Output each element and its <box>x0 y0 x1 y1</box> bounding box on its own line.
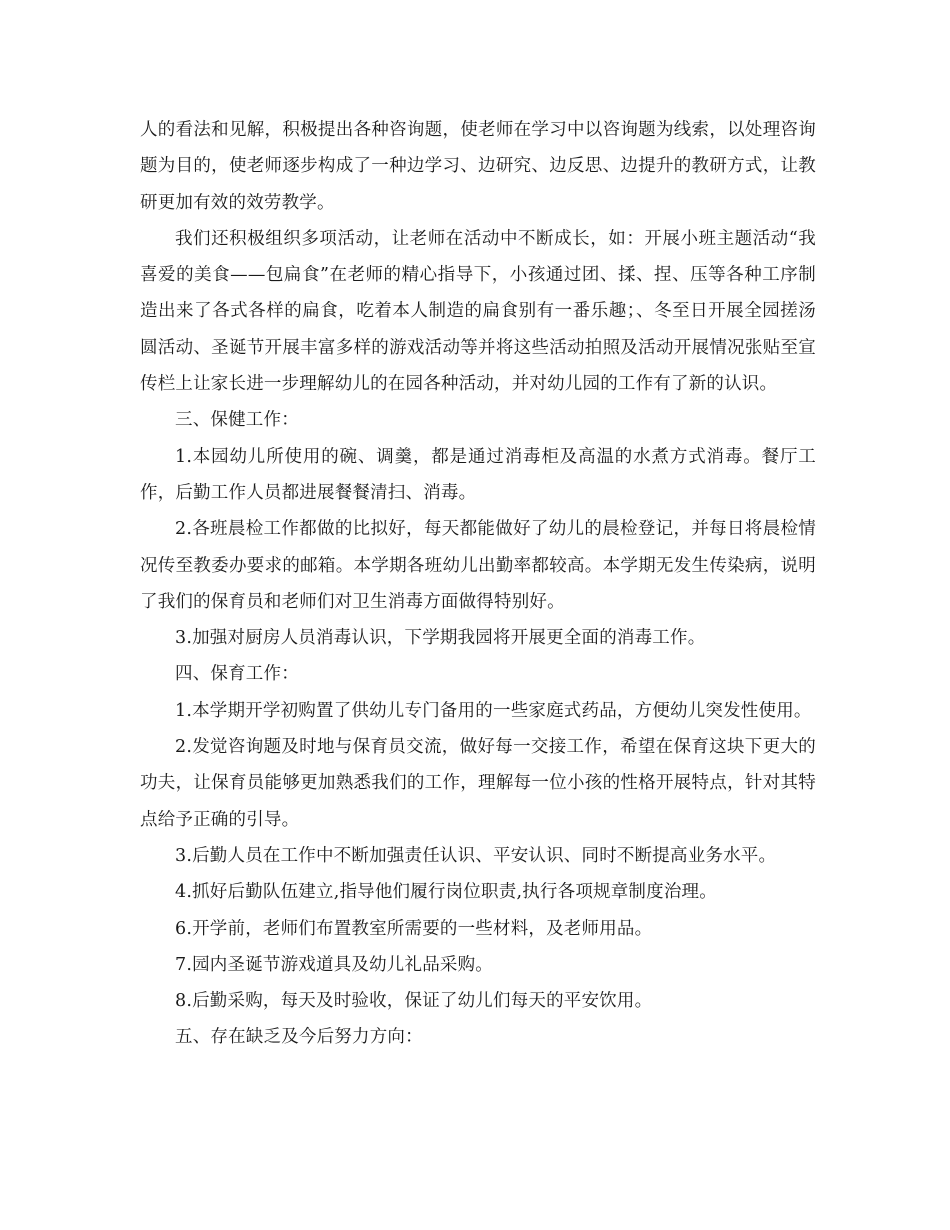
list-item-care-1: 1.本学期开学初购置了供幼儿专门备用的一些家庭式药品，方便幼儿突发性使用。 <box>175 700 812 721</box>
paragraph-activities: 我们还积极组织多项活动，让老师在活动中不断成长，如：开展小班主题活动“我喜爱的美食——包扁食”在老师的精心指导下，小孩通过团、揉、捏、压等各种工序制造出来了各式各样的扁食，吃着本人制造的扁食别有一番乐趣；、冬至日开展全园搓汤圆活动、圣诞节开展丰富多样的游戏活动等并将这些活动拍照及活动开展情况张贴至宣传栏上让家长进一步理解幼儿的在园各种活动，并对幼儿园的工作有了新的认识。 <box>140 228 816 395</box>
list-item-care-8: 8.后勤采购，每天及时验收，保证了幼儿们每天的平安饮用。 <box>175 991 653 1012</box>
list-item-health-1: 1.本园幼儿所使用的碗、调羹，都是通过消毒柜及高温的水煮方式消毒。餐厅工作，后勤工作人员都进展餐餐清扫、消毒。 <box>140 446 816 503</box>
paragraph-continuation: 人的看法和见解，积极提出各种咨询题，使老师在学习中以咨询题为线索，以处理咨询题为目的，使老师逐步构成了一种边学习、边研究、边反思、边提升的教研方式，让教研更加有效的效劳教学。 <box>140 120 816 213</box>
section-heading-care: 四、保育工作： <box>175 664 299 685</box>
document-body <box>140 112 816 1056</box>
list-item-health-2: 2.各班晨检工作都做的比拟好，每天都能做好了幼儿的晨检登记，并每日将晨检情况传至教委办要求的邮箱。本学期各班幼儿出勤率都较高。本学期无发生传染病，说明了我们的保育员和老师们对卫生消毒方面做得特别好。 <box>140 519 816 612</box>
section-heading-shortcomings: 五、存在缺乏及今后努力方向： <box>175 1027 423 1048</box>
list-item-care-4: 4.抓好后勤队伍建立,指导他们履行岗位职责,执行各项规章制度治理。 <box>175 882 717 903</box>
list-item-care-2: 2.发觉咨询题及时地与保育员交流，做好每一交接工作，希望在保育这块下更大的功夫，让保育员能够更加熟悉我们的工作，理解每一位小孩的性格开展特点，针对其特点给予正确的引导。 <box>140 737 816 830</box>
list-item-care-6: 6.开学前，老师们布置教室所需要的一些材料，及老师用品。 <box>175 918 653 939</box>
list-item-care-3: 3.后勤人员在工作中不断加强责任认识、平安认识、同时不断提高业务水平。 <box>175 845 777 866</box>
list-item-care-7: 7.园内圣诞节游戏道具及幼儿礼品采购。 <box>175 954 493 975</box>
section-heading-health: 三、保健工作： <box>175 410 299 431</box>
list-item-health-3: 3.加强对厨房人员消毒认识，下学期我园将开展更全面的消毒工作。 <box>175 628 706 649</box>
